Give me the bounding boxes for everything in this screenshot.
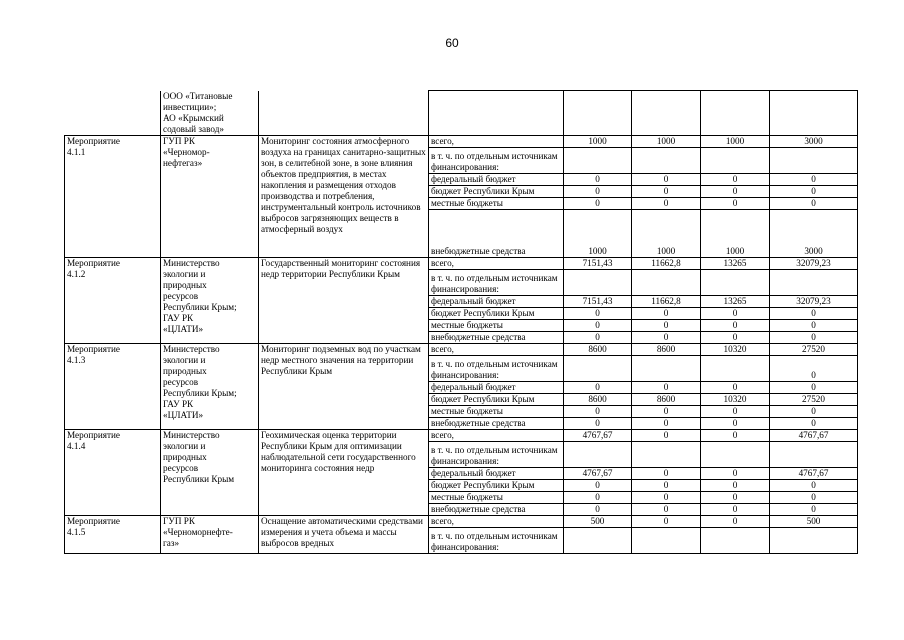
table-row xyxy=(65,429,858,441)
year-value-cell xyxy=(632,269,701,295)
measure-name-cell xyxy=(65,343,161,429)
measure-name-cell xyxy=(65,429,161,515)
year-value-cell: 0 xyxy=(701,331,770,343)
description-text: Геохимическая оценка территории Республики Крым для оптимизации наблюдательной сети государственного мониторинга состояния недр xyxy=(261,429,416,473)
funding-source-cell: в т. ч. по отдельным источникам финансирования: xyxy=(429,355,564,381)
year-value-cell: 0 xyxy=(632,405,701,417)
total-value-cell: 0 xyxy=(770,405,858,417)
year-value-cell: 0 xyxy=(701,405,770,417)
description-cell xyxy=(259,429,429,515)
year-value-cell: 10320 xyxy=(701,393,770,405)
year-value-cell: 0 xyxy=(701,467,770,479)
year-value-cell xyxy=(564,355,632,381)
table-row xyxy=(65,515,858,527)
year-value-cell: 1000 xyxy=(632,209,701,257)
year-value-cell: 11662,8 xyxy=(632,257,701,269)
description-text: Мониторинг состояния атмосферного воздуха на границах санитарно-защитных зон, в селитебной зоне, в зоне влияния объектов предприятия, в местах накопления и размещения отходов производства и потребления, инструментальный контроль источников выбросов загрязняющих веществ в атмосферный воздух xyxy=(261,135,426,234)
funding-source-cell: местные бюджеты xyxy=(429,319,564,331)
funding-source-cell: в т. ч. по отдельным источникам финансирования: xyxy=(429,269,564,295)
executor-cell xyxy=(161,429,259,515)
executor-text: Министерство экологии и природных ресурсов Республики Крым xyxy=(163,429,235,484)
top-continuation-row xyxy=(65,91,858,136)
funding-source-cell: всего, xyxy=(429,257,564,269)
year-value-cell: 8600 xyxy=(564,393,632,405)
executor-cell xyxy=(161,135,259,257)
total-value-cell: 0 xyxy=(770,479,858,491)
year-value-cell: 1000 xyxy=(701,209,770,257)
funding-source-cell: местные бюджеты xyxy=(429,197,564,209)
value-cell xyxy=(632,91,701,136)
total-value-cell: 0 xyxy=(770,503,858,515)
year-value-cell: 0 xyxy=(564,173,632,185)
description-cell xyxy=(259,257,429,343)
year-value-cell: 0 xyxy=(564,417,632,429)
table-row xyxy=(65,135,858,147)
year-value-cell: 0 xyxy=(701,491,770,503)
year-value-cell: 0 xyxy=(632,185,701,197)
year-value-cell: 0 xyxy=(632,491,701,503)
year-value-cell xyxy=(632,147,701,173)
year-value-cell: 0 xyxy=(701,173,770,185)
year-value-cell: 13265 xyxy=(701,295,770,307)
year-value-cell: 0 xyxy=(632,479,701,491)
year-value-cell: 0 xyxy=(632,331,701,343)
year-value-cell: 11662,8 xyxy=(632,295,701,307)
executor-text: ГУП РК «Черноморнефте- газ» xyxy=(163,515,233,548)
year-value-cell: 8600 xyxy=(564,343,632,355)
table-row xyxy=(65,343,858,355)
year-value-cell: 0 xyxy=(632,417,701,429)
year-value-cell: 0 xyxy=(564,405,632,417)
total-value-cell: 0 xyxy=(770,381,858,393)
year-value-cell: 0 xyxy=(701,197,770,209)
measure-name-text: Мероприятие 4.1.3 xyxy=(67,343,120,365)
measure-name-text: Мероприятие 4.1.4 xyxy=(67,429,120,451)
measure-name-cell xyxy=(65,257,161,343)
year-value-cell xyxy=(701,147,770,173)
total-value-cell: 4767,67 xyxy=(770,429,858,441)
year-value-cell: 0 xyxy=(701,515,770,527)
year-value-cell: 1000 xyxy=(632,135,701,147)
total-value-cell: 27520 xyxy=(770,393,858,405)
funding-source-cell: всего, xyxy=(429,429,564,441)
year-value-cell xyxy=(632,527,701,553)
measure-name-text: Мероприятие 4.1.1 xyxy=(67,135,120,157)
year-value-cell: 0 xyxy=(632,197,701,209)
year-value-cell: 0 xyxy=(632,429,701,441)
year-value-cell: 0 xyxy=(564,197,632,209)
total-value-cell: 3000 xyxy=(770,135,858,147)
year-value-cell: 0 xyxy=(701,479,770,491)
funding-source-cell: бюджет Республики Крым xyxy=(429,185,564,197)
year-value-cell: 500 xyxy=(564,515,632,527)
total-value-cell: 32079,23 xyxy=(770,257,858,269)
page-number: 60 xyxy=(445,36,459,50)
year-value-cell: 8600 xyxy=(632,343,701,355)
year-value-cell: 0 xyxy=(632,467,701,479)
total-value-cell: 500 xyxy=(770,515,858,527)
year-value-cell: 0 xyxy=(701,319,770,331)
year-value-cell: 0 xyxy=(564,319,632,331)
executor-text: Министерство экологии и природных ресурсов Республики Крым; ГАУ РК «ЦЛАТИ» xyxy=(163,257,237,334)
description-text: Государственный мониторинг состояния недр территории Республики Крым xyxy=(261,257,421,279)
executor-cell xyxy=(161,91,259,136)
year-value-cell xyxy=(701,355,770,381)
description-cell xyxy=(259,515,429,553)
year-value-cell: 0 xyxy=(701,417,770,429)
year-value-cell: 0 xyxy=(632,503,701,515)
year-value-cell: 1000 xyxy=(564,209,632,257)
year-value-cell xyxy=(564,441,632,467)
year-value-cell: 0 xyxy=(564,185,632,197)
total-value-cell: 0 xyxy=(770,417,858,429)
total-value-cell: 0 xyxy=(770,185,858,197)
value-cell xyxy=(701,91,770,136)
value-cell xyxy=(564,91,632,136)
funding-source-cell: всего, xyxy=(429,343,564,355)
total-value-cell: 0 xyxy=(770,307,858,319)
description-text: Мониторинг подземных вод по участкам недр местного значения на территории Республики Крым xyxy=(261,343,421,376)
funding-source-cell: в т. ч. по отдельным источникам финансирования: xyxy=(429,147,564,173)
total-value-cell: 0 xyxy=(770,173,858,185)
total-value-cell: 32079,23 xyxy=(770,295,858,307)
value-cell xyxy=(770,91,858,136)
executor-cell xyxy=(161,515,259,553)
funding-source-cell: всего, xyxy=(429,135,564,147)
year-value-cell: 0 xyxy=(564,491,632,503)
total-value-cell xyxy=(770,441,858,467)
year-value-cell: 0 xyxy=(701,429,770,441)
total-value-cell xyxy=(770,527,858,553)
funding-source-cell: внебюджетные средства xyxy=(429,209,564,257)
year-value-cell: 4767,67 xyxy=(564,429,632,441)
year-value-cell: 0 xyxy=(564,307,632,319)
year-value-cell xyxy=(701,269,770,295)
total-value-cell: 0 xyxy=(770,197,858,209)
total-value-cell xyxy=(770,269,858,295)
year-value-cell: 0 xyxy=(632,319,701,331)
table-body xyxy=(65,91,858,554)
description-cell xyxy=(259,343,429,429)
year-value-cell xyxy=(564,527,632,553)
funding-source-cell: федеральный бюджет xyxy=(429,381,564,393)
total-value-cell: 0 xyxy=(770,319,858,331)
funding-source-cell: федеральный бюджет xyxy=(429,295,564,307)
year-value-cell: 0 xyxy=(632,515,701,527)
total-value-cell: 27520 xyxy=(770,343,858,355)
year-value-cell: 1000 xyxy=(701,135,770,147)
measure-name-text: Мероприятие 4.1.5 xyxy=(67,515,120,537)
description-cell xyxy=(259,91,429,136)
year-value-cell: 7151,43 xyxy=(564,295,632,307)
year-value-cell: 0 xyxy=(701,381,770,393)
year-value-cell: 13265 xyxy=(701,257,770,269)
funding-source-cell: внебюджетные средства xyxy=(429,503,564,515)
executor-cell xyxy=(161,343,259,429)
funding-source-cell: внебюджетные средства xyxy=(429,331,564,343)
table-row xyxy=(65,257,858,269)
total-value-cell: 4767,67 xyxy=(770,467,858,479)
measure-name-cell xyxy=(65,515,161,553)
funding-source-cell: федеральный бюджет xyxy=(429,173,564,185)
funding-source-cell: бюджет Республики Крым xyxy=(429,307,564,319)
year-value-cell: 0 xyxy=(632,381,701,393)
measure-name-cell xyxy=(65,135,161,257)
year-value-cell xyxy=(701,527,770,553)
funding-source-cell: всего, xyxy=(429,515,564,527)
year-value-cell: 0 xyxy=(701,185,770,197)
year-value-cell xyxy=(701,441,770,467)
funding-source-cell: в т. ч. по отдельным источникам финансирования: xyxy=(429,527,564,553)
year-value-cell: 0 xyxy=(701,307,770,319)
year-value-cell xyxy=(564,269,632,295)
funding-source-cell: местные бюджеты xyxy=(429,405,564,417)
executor-text: ООО «Титановые инвестиции»; АО «Крымский содовый завод» xyxy=(163,90,233,134)
funding-source-cell: в т. ч. по отдельным источникам финансирования: xyxy=(429,441,564,467)
year-value-cell: 1000 xyxy=(564,135,632,147)
total-value-cell: 3000 xyxy=(770,209,858,257)
year-value-cell: 0 xyxy=(632,173,701,185)
year-value-cell: 8600 xyxy=(632,393,701,405)
year-value-cell: 0 xyxy=(701,503,770,515)
description-cell xyxy=(259,135,429,257)
source-cell xyxy=(429,91,564,136)
measure-name-text: Мероприятие 4.1.2 xyxy=(67,257,120,279)
year-value-cell: 0 xyxy=(564,331,632,343)
executor-cell xyxy=(161,257,259,343)
year-value-cell xyxy=(632,355,701,381)
executor-text: Министерство экологии и природных ресурсов Республики Крым; ГАУ РК «ЦЛАТИ» xyxy=(163,343,237,420)
year-value-cell xyxy=(564,147,632,173)
year-value-cell: 10320 xyxy=(701,343,770,355)
total-value-cell: 0 xyxy=(770,331,858,343)
funding-source-cell: бюджет Республики Крым xyxy=(429,393,564,405)
funding-source-cell: федеральный бюджет xyxy=(429,467,564,479)
executor-text: ГУП РК «Черномор- нефтегаз» xyxy=(163,135,210,168)
year-value-cell: 0 xyxy=(564,479,632,491)
year-value-cell: 0 xyxy=(564,381,632,393)
funding-table xyxy=(64,90,858,554)
year-value-cell: 0 xyxy=(564,503,632,515)
year-value-cell xyxy=(632,441,701,467)
year-value-cell: 0 xyxy=(632,307,701,319)
description-text: Оснащение автоматическими средствами измерения и учета объема и массы выбросов вредных xyxy=(261,515,423,548)
empty-cell xyxy=(65,91,161,136)
year-value-cell: 4767,67 xyxy=(564,467,632,479)
total-value-cell: 0 xyxy=(770,491,858,503)
funding-source-cell: бюджет Республики Крым xyxy=(429,479,564,491)
total-value-cell: 0 xyxy=(770,355,858,381)
year-value-cell: 7151,43 xyxy=(564,257,632,269)
total-value-cell xyxy=(770,147,858,173)
funding-source-cell: местные бюджеты xyxy=(429,491,564,503)
funding-source-cell: внебюджетные средства xyxy=(429,417,564,429)
